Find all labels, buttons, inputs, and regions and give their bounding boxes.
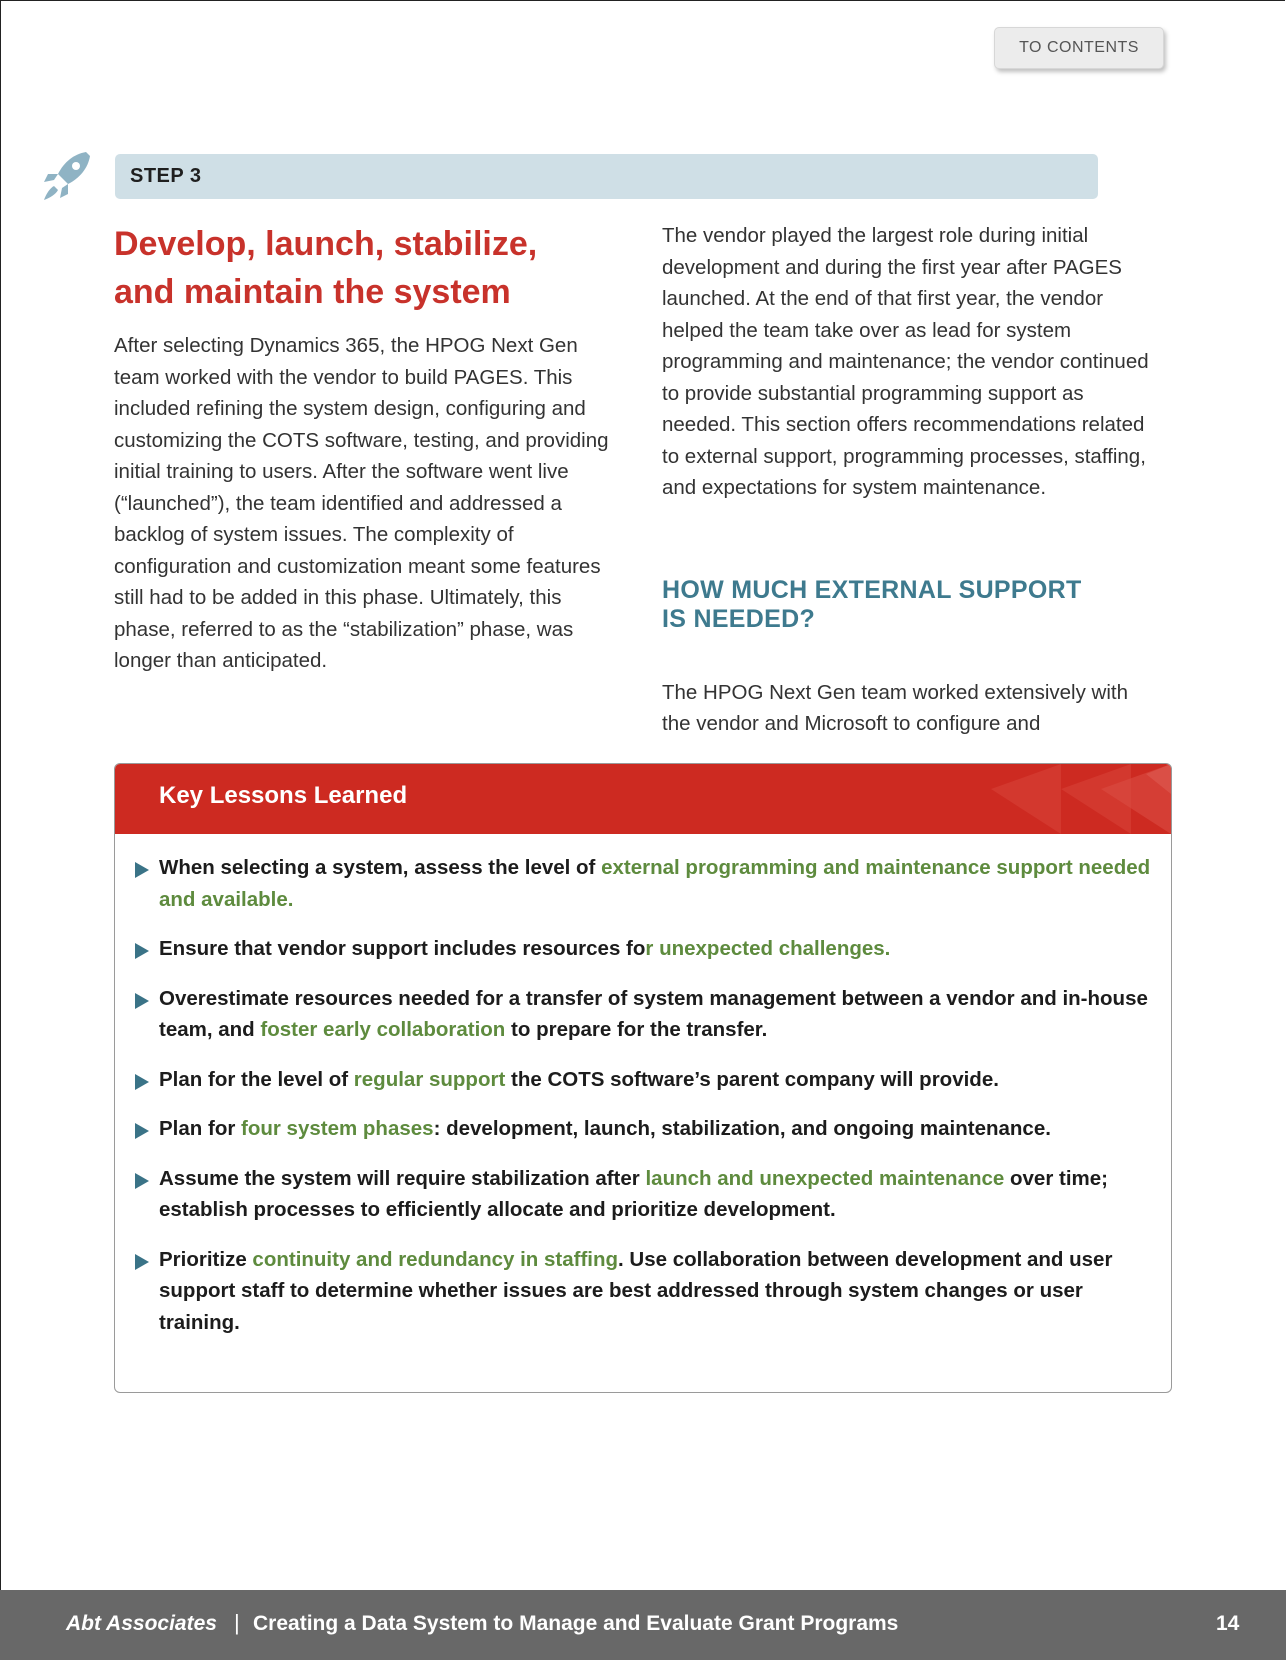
lesson-text: Prioritize [159,1247,253,1271]
lesson-item [135,1064,1155,1096]
footer-brand: Abt Associates [66,1612,217,1635]
lesson-item [135,1244,1155,1339]
lesson-text: Plan for [159,1117,242,1140]
page-title-line-1: Develop, launch, stabilize, [114,225,538,263]
bullet-triangle-icon [135,862,149,878]
bullet-triangle-icon [135,1074,149,1090]
right-paragraph-2: The HPOG Next Gen team worked extensively with the vendor and Microsoft to configure and [662,680,1128,735]
lesson-item [135,1113,1155,1145]
left-paragraph: After selecting Dynamics 365, the HPOG Next Gen team worked with the vendor to build PAGES. This included refining the system design, configuring and customizing the COTS software, testing, and providing initial training to users. After the software went live (“launched”), the team identified and addressed a backlog of system issues. The complexity of configuration and customization meant some features still had to be added in this phase. Ultimately, this phase, referred to as the “stabilization” phase, was longer than anticipated. [114,334,609,672]
bullet-triangle-icon [135,993,149,1009]
to-contents-button[interactable]: TO CONTENTS [994,27,1164,69]
lesson-text-after: the COTS software’s parent company will provide. [505,1067,999,1091]
lesson-text: Overestimate resources needed for a transfer of system management between a vendor and in-house team, and [159,986,1148,1041]
bullet-triangle-icon [135,943,149,959]
lesson-item [135,933,1155,965]
page-footer [0,1590,1286,1660]
lesson-text: Plan for the level of [159,1067,354,1091]
lesson-highlight: regular support [353,1067,506,1091]
rocket-icon [40,148,96,204]
page-title-line-2: and maintain the system [114,273,511,311]
section-subheading [662,576,1132,634]
bullet-triangle-icon [135,1254,149,1270]
right-column-continued [662,656,1162,760]
step-bar [115,154,1098,199]
lesson-item [135,1163,1155,1226]
lesson-highlight: r unexpected challenges. [645,937,891,960]
lesson-text-after: . Use collaboration between development and user support staff to determine whether issues are best addressed through system changes or user training. [159,1247,1113,1334]
lesson-text: When selecting a system, assess the level of [159,856,602,879]
lesson-text: Assume the system will require stabilization after [159,1166,646,1190]
step-label: STEP 3 [130,165,202,187]
footer-title: Creating a Data System to Manage and Evaluate Grant Programs [253,1612,899,1635]
right-column [662,220,1162,504]
page-number: 14 [1216,1612,1240,1635]
bullet-triangle-icon [135,1123,149,1139]
bullet-triangle-icon [135,1173,149,1189]
lesson-text-after: to prepare for the transfer. [505,1018,768,1041]
lesson-text: Ensure that vendor support includes resources fo [159,937,646,960]
lesson-text-after: over time; establish processes to efficiently allocate and prioritize development. [159,1166,1108,1221]
lesson-highlight: external programming and maintenance support needed and available. [159,856,1151,911]
subheading-line-1: HOW MUCH EXTERNAL SUPPORT [662,576,1082,604]
key-lessons-title: Key Lessons Learned [159,782,408,809]
lesson-highlight: continuity and redundancy in staffing [252,1247,619,1271]
left-column [114,330,626,677]
footer-separator: | [234,1610,240,1635]
key-lessons-box [114,763,1172,1393]
page-title [114,220,634,316]
lesson-item [135,983,1155,1046]
key-lessons-header [115,764,1171,834]
right-paragraph: The vendor played the largest role during initial development and during the first year after PAGES launched. At the end of that first year, the vendor helped the team take over as lead for system programming and maintenance; the vendor continued to provide substantial programming support as needed. This section offers recommendations related to external support, programming processes, staffing, and expectations for system maintenance. [662,224,1149,499]
lesson-highlight: foster early collaboration [260,1018,506,1041]
lesson-item [135,852,1155,915]
lessons-list [135,852,1155,1356]
lesson-highlight: launch and unexpected maintenance [645,1166,1005,1190]
lesson-text-after: : development, launch, stabilization, and ongoing maintenance. [433,1117,1051,1140]
lesson-highlight: four system phases [241,1117,434,1140]
subheading-line-2: IS NEEDED? [662,605,816,633]
chevron-decoration-icon [911,764,1171,834]
